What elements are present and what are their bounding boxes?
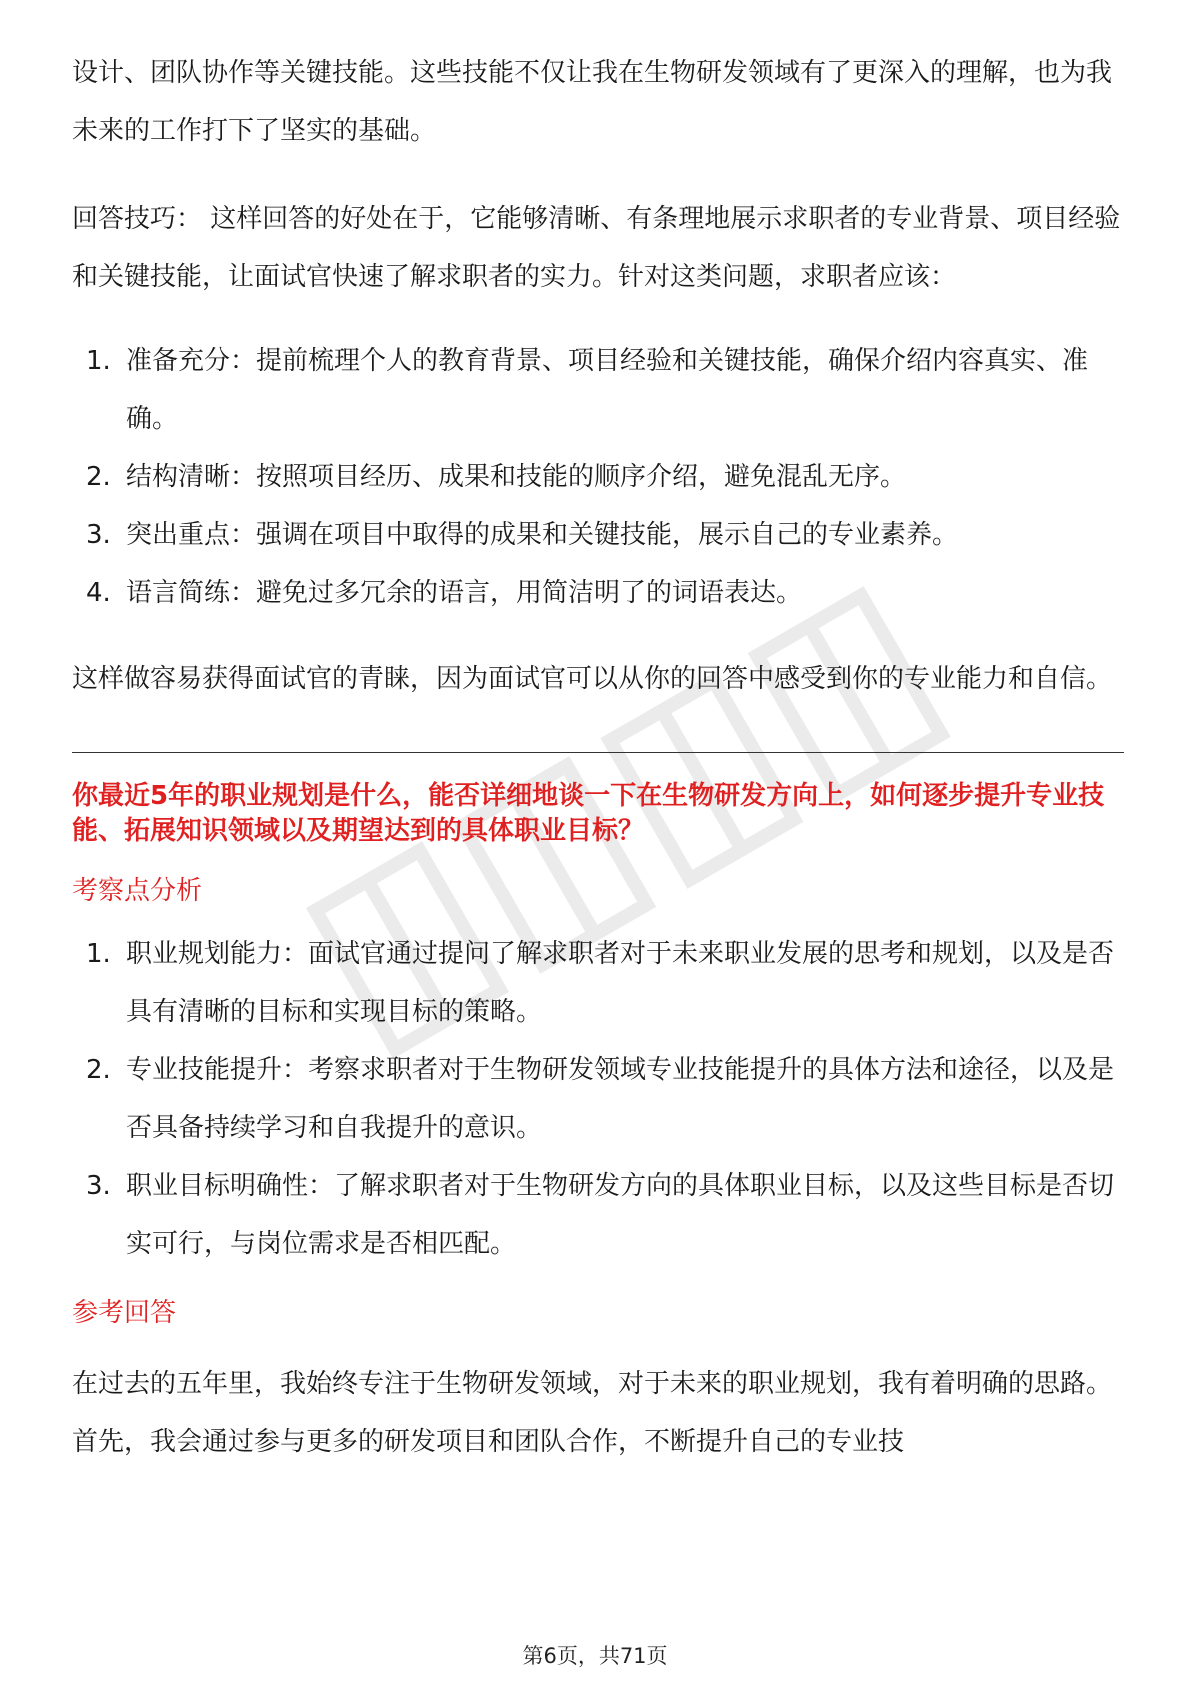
interview-question: 你最近5年的职业规划是什么，能否详细地谈一下在生物研发方向上，如何逐步提升专业技能、拓展知识领域以及期望达到的具体职业目标？ (72, 781, 1105, 846)
list-item: 2. 结构清晰：按照项目经历、成果和技能的顺序介绍，避免混乱无序。 (86, 462, 907, 492)
list-item: 4. 语言简练：避免过多冗余的语言，用简洁明了的词语表达。 (86, 578, 803, 608)
closing-paragraph: 这样做容易获得面试官的青睐，因为面试官可以从你的回答中感受到你的专业能力和自信。 (72, 664, 1113, 694)
analysis-list (72, 925, 1124, 1273)
list-item: 3. 职业目标明确性：了解求职者对于生物研发方向的具体职业目标，以及这些目标是否切实可行，与岗位需求是否相匹配。 (86, 1171, 1115, 1259)
document-content (72, 44, 1124, 1471)
list-item: 2. 专业技能提升：考察求职者对于生物研发领域专业技能提升的具体方法和途径，以及是否具备持续学习和自我提升的意识。 (86, 1055, 1115, 1143)
intro-paragraph: 设计、团队协作等关键技能。这些技能不仅让我在生物研发领域有了更深入的理解，也为我未来的工作打下了坚实的基础。 (72, 58, 1113, 146)
section-divider (72, 752, 1124, 753)
tips-paragraph: 回答技巧： 这样回答的好处在于，它能够清晰、有条理地展示求职者的专业背景、项目经验和关键技能，让面试官快速了解求职者的实力。针对这类问题，求职者应该： (72, 204, 1121, 292)
list-item: 1. 职业规划能力：面试官通过提问了解求职者对于未来职业发展的思考和规划，以及是否具有清晰的目标和实现目标的策略。 (86, 939, 1115, 1027)
page-footer: 第6页，共71页 (522, 1644, 668, 1668)
answer-paragraph: 在过去的五年里，我始终专注于生物研发领域，对于未来的职业规划，我有着明确的思路。首先，我会通过参与更多的研发项目和团队合作，不断提升自己的专业技 (72, 1369, 1113, 1457)
analysis-heading: 考察点分析 (72, 876, 203, 906)
tips-list (72, 332, 1124, 622)
list-item: 1. 准备充分：提前梳理个人的教育背景、项目经验和关键技能，确保介绍内容真实、准确。 (86, 346, 1089, 434)
reference-answer-heading: 参考回答 (72, 1298, 177, 1328)
list-item: 3. 突出重点：强调在项目中取得的成果和关键技能，展示自己的专业素养。 (86, 520, 959, 550)
